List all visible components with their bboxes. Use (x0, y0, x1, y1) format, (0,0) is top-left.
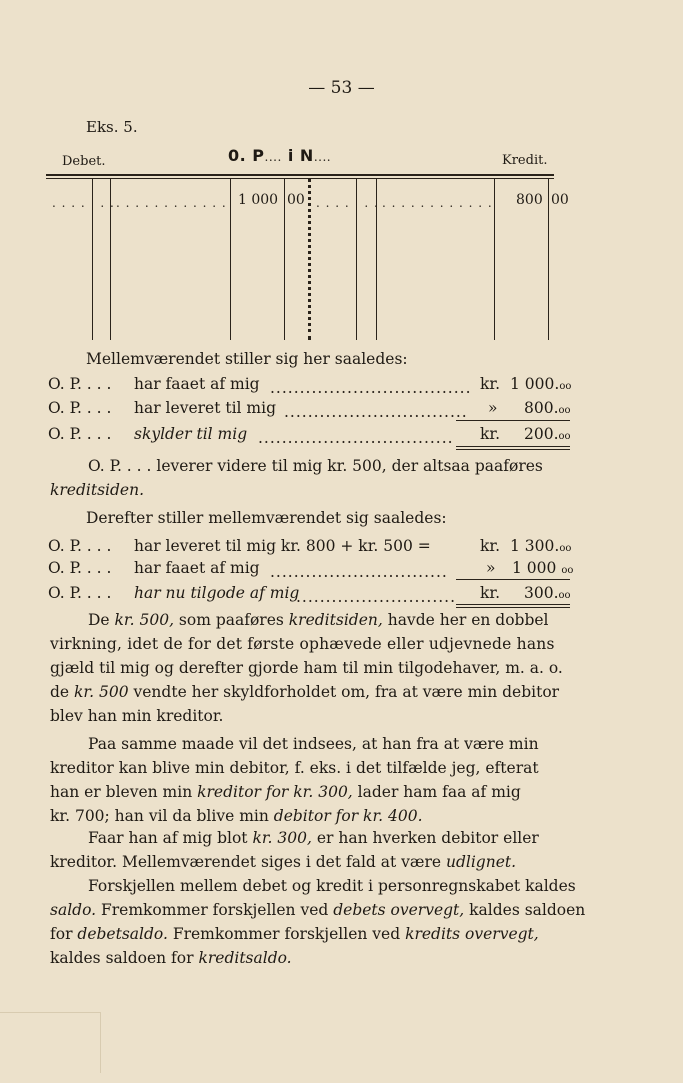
text-italic: udlignet. (445, 853, 517, 871)
row-text: har leveret til mig kr. 800 + kr. 500 = (134, 537, 431, 555)
text-italic: kreditsaldo. (198, 949, 292, 967)
sum-rule (456, 420, 570, 421)
text: kaldes saldoen for (50, 949, 199, 967)
amount-main: 300. (524, 584, 559, 602)
total-rule-2 (456, 607, 570, 608)
p4-line-2 (50, 901, 585, 919)
title-n: N (299, 146, 314, 165)
p4-line-1: Forskjellen mellem debet og kredit i personregnskabet kaldes (88, 877, 576, 895)
section1-intro: Mellemværendet stiller sig her saaledes: (86, 350, 408, 368)
account-title (228, 146, 331, 165)
text-italic: kreditsiden, (288, 611, 383, 629)
title-o: 0. P (228, 146, 265, 165)
debet-label: Debet. (62, 154, 106, 169)
text: de (50, 683, 75, 701)
text: han er bleven min (50, 783, 198, 801)
p4-line-4 (50, 949, 292, 967)
ledger-top-rule (46, 174, 554, 176)
text: vendte her skyldforholdet om, fra at være min debitor (128, 683, 560, 701)
p3-line-1 (88, 829, 539, 847)
credit-entry-ore: 00 (551, 192, 569, 208)
ledger-col-credit-3 (494, 178, 495, 340)
p2-line-4 (50, 807, 423, 825)
row-currency: kr. (480, 425, 501, 443)
text: lader ham faa af mig (352, 783, 521, 801)
amount-main: 1 300. (510, 537, 560, 555)
text: Fremkommer forskjellen ved (96, 901, 334, 919)
text-italic: debetsaldo. (77, 925, 168, 943)
p2-line-3 (50, 783, 521, 801)
text-italic: kr. 500 (74, 683, 129, 701)
text: Fremkommer forskjellen ved (167, 925, 406, 943)
p4-line-3 (50, 925, 539, 943)
p1-line-3: gjæld til mig og derefter gjorde ham til min tilgodehaver, m. a. o. (50, 659, 563, 677)
p1-line-2: virkning, idet de for det første ophævede eller udjevnede hans (50, 635, 555, 653)
row-dots: .............................. (270, 563, 448, 581)
section2-intro: Derefter stiller mellemværendet sig saaledes: (86, 509, 447, 527)
text: De (88, 611, 115, 629)
amount-ore: oo (558, 590, 571, 601)
debit-entry-dots-mid: . . . . . . . . . . . . (116, 196, 227, 210)
ledger-col-debit-4 (284, 178, 285, 340)
text-italic: debitor for kr. 400. (273, 807, 423, 825)
text-italic: kr. 500, (114, 611, 174, 629)
amount-ore: oo (558, 405, 571, 416)
example-label: Eks. 5. (86, 118, 138, 136)
row-text: har faaet af mig (134, 559, 260, 577)
row-label: O. P. . . . (48, 399, 112, 417)
row-amount (524, 399, 571, 417)
page-number: — 53 — (308, 78, 375, 98)
row-text: har faaet af mig (134, 375, 260, 393)
amount-main: 1 000 (512, 559, 557, 577)
text: som paaføres (174, 611, 289, 629)
text: kr. 700; han vil da blive min (50, 807, 274, 825)
p1-line-5: blev han min kreditor. (50, 707, 224, 725)
row-currency: kr. (480, 584, 501, 602)
row-label: O. P. . . . (48, 425, 112, 443)
text-italic: kr. 300, (252, 829, 312, 847)
section2-para-b: kreditsiden. (50, 481, 144, 499)
row-dots: ................................. (258, 429, 454, 447)
row-currency: kr. (480, 375, 501, 393)
text: kreditor. Mellemværendet siges i det fald at være (50, 853, 446, 871)
amount-ore: oo (558, 431, 571, 442)
sum-rule (456, 579, 570, 580)
row-label: O. P. . . . (48, 584, 112, 602)
debit-entry-ore: 00 (287, 192, 305, 208)
amount-ore: oo (559, 381, 572, 392)
amount-main: 1 000. (510, 375, 560, 393)
text: Faar han af mig blot (88, 829, 253, 847)
section2-para-a: O. P. . . . leverer videre til mig kr. 500, der altsaa paaføres (88, 457, 543, 475)
credit-entry-dots-left: . . . . | . . (316, 196, 379, 210)
credit-entry-dots-mid: . . . . . . . . . . . . (382, 196, 493, 210)
text: for (50, 925, 78, 943)
credit-entry-amount: 800 (516, 192, 543, 208)
row-text: har leveret til mig (134, 399, 277, 417)
p1-line-4 (50, 683, 559, 701)
total-rule (456, 604, 570, 605)
amount-main: 200. (524, 425, 559, 443)
row-dots: ............................... (284, 403, 468, 421)
paper-mark (0, 1012, 101, 1073)
row-text: skylder til mig (134, 425, 248, 443)
row-currency: » (486, 559, 496, 577)
debit-entry-dots-left: . . . . | . . (52, 196, 115, 210)
amount-ore: oo (559, 543, 572, 554)
amount-main: 800. (524, 399, 559, 417)
row-currency: kr. (480, 537, 501, 555)
row-amount (524, 425, 571, 443)
row-amount (510, 375, 571, 393)
ledger-center-divider (308, 178, 311, 340)
ledger-col-credit-4 (548, 178, 549, 340)
p2-line-1: Paa samme maade vil det indsees, at han fra at være min (88, 735, 539, 753)
p1-line-1 (88, 611, 549, 629)
text-italic: kreditor for kr. 300, (197, 783, 353, 801)
row-text: har nu tilgode af mig (134, 584, 300, 602)
row-currency: » (488, 399, 498, 417)
row-amount (524, 584, 571, 602)
text: kaldes saldoen (464, 901, 586, 919)
text-italic: debets overvegt, (333, 901, 465, 919)
debit-entry-amount: 1 000 (238, 192, 279, 208)
title-dots-2: .... (313, 150, 332, 164)
text: havde her en dobbel (382, 611, 549, 629)
total-rule (456, 446, 570, 447)
title-dots: .... (264, 150, 282, 164)
row-label: O. P. . . . (48, 537, 112, 555)
p3-line-2 (50, 853, 516, 871)
ledger-col-debit-3 (230, 178, 231, 340)
row-amount (512, 559, 573, 577)
text: er han hverken debitor eller (311, 829, 539, 847)
kredit-label: Kredit. (502, 153, 548, 168)
text-italic: saldo. (50, 901, 97, 919)
ledger-top-rule-2 (46, 178, 554, 179)
total-rule-2 (456, 449, 570, 450)
text-italic: kredits overvegt, (405, 925, 539, 943)
row-dots: .................................. (270, 379, 472, 397)
row-label: O. P. . . . (48, 559, 112, 577)
title-i: i (287, 146, 294, 165)
row-dots: ........................... (296, 588, 457, 606)
row-label: O. P. . . . (48, 375, 112, 393)
p2-line-2: kreditor kan blive min debitor, f. eks. i det tilfælde jeg, efterat (50, 759, 539, 777)
amount-ore: oo (561, 565, 574, 576)
row-amount (510, 537, 571, 555)
